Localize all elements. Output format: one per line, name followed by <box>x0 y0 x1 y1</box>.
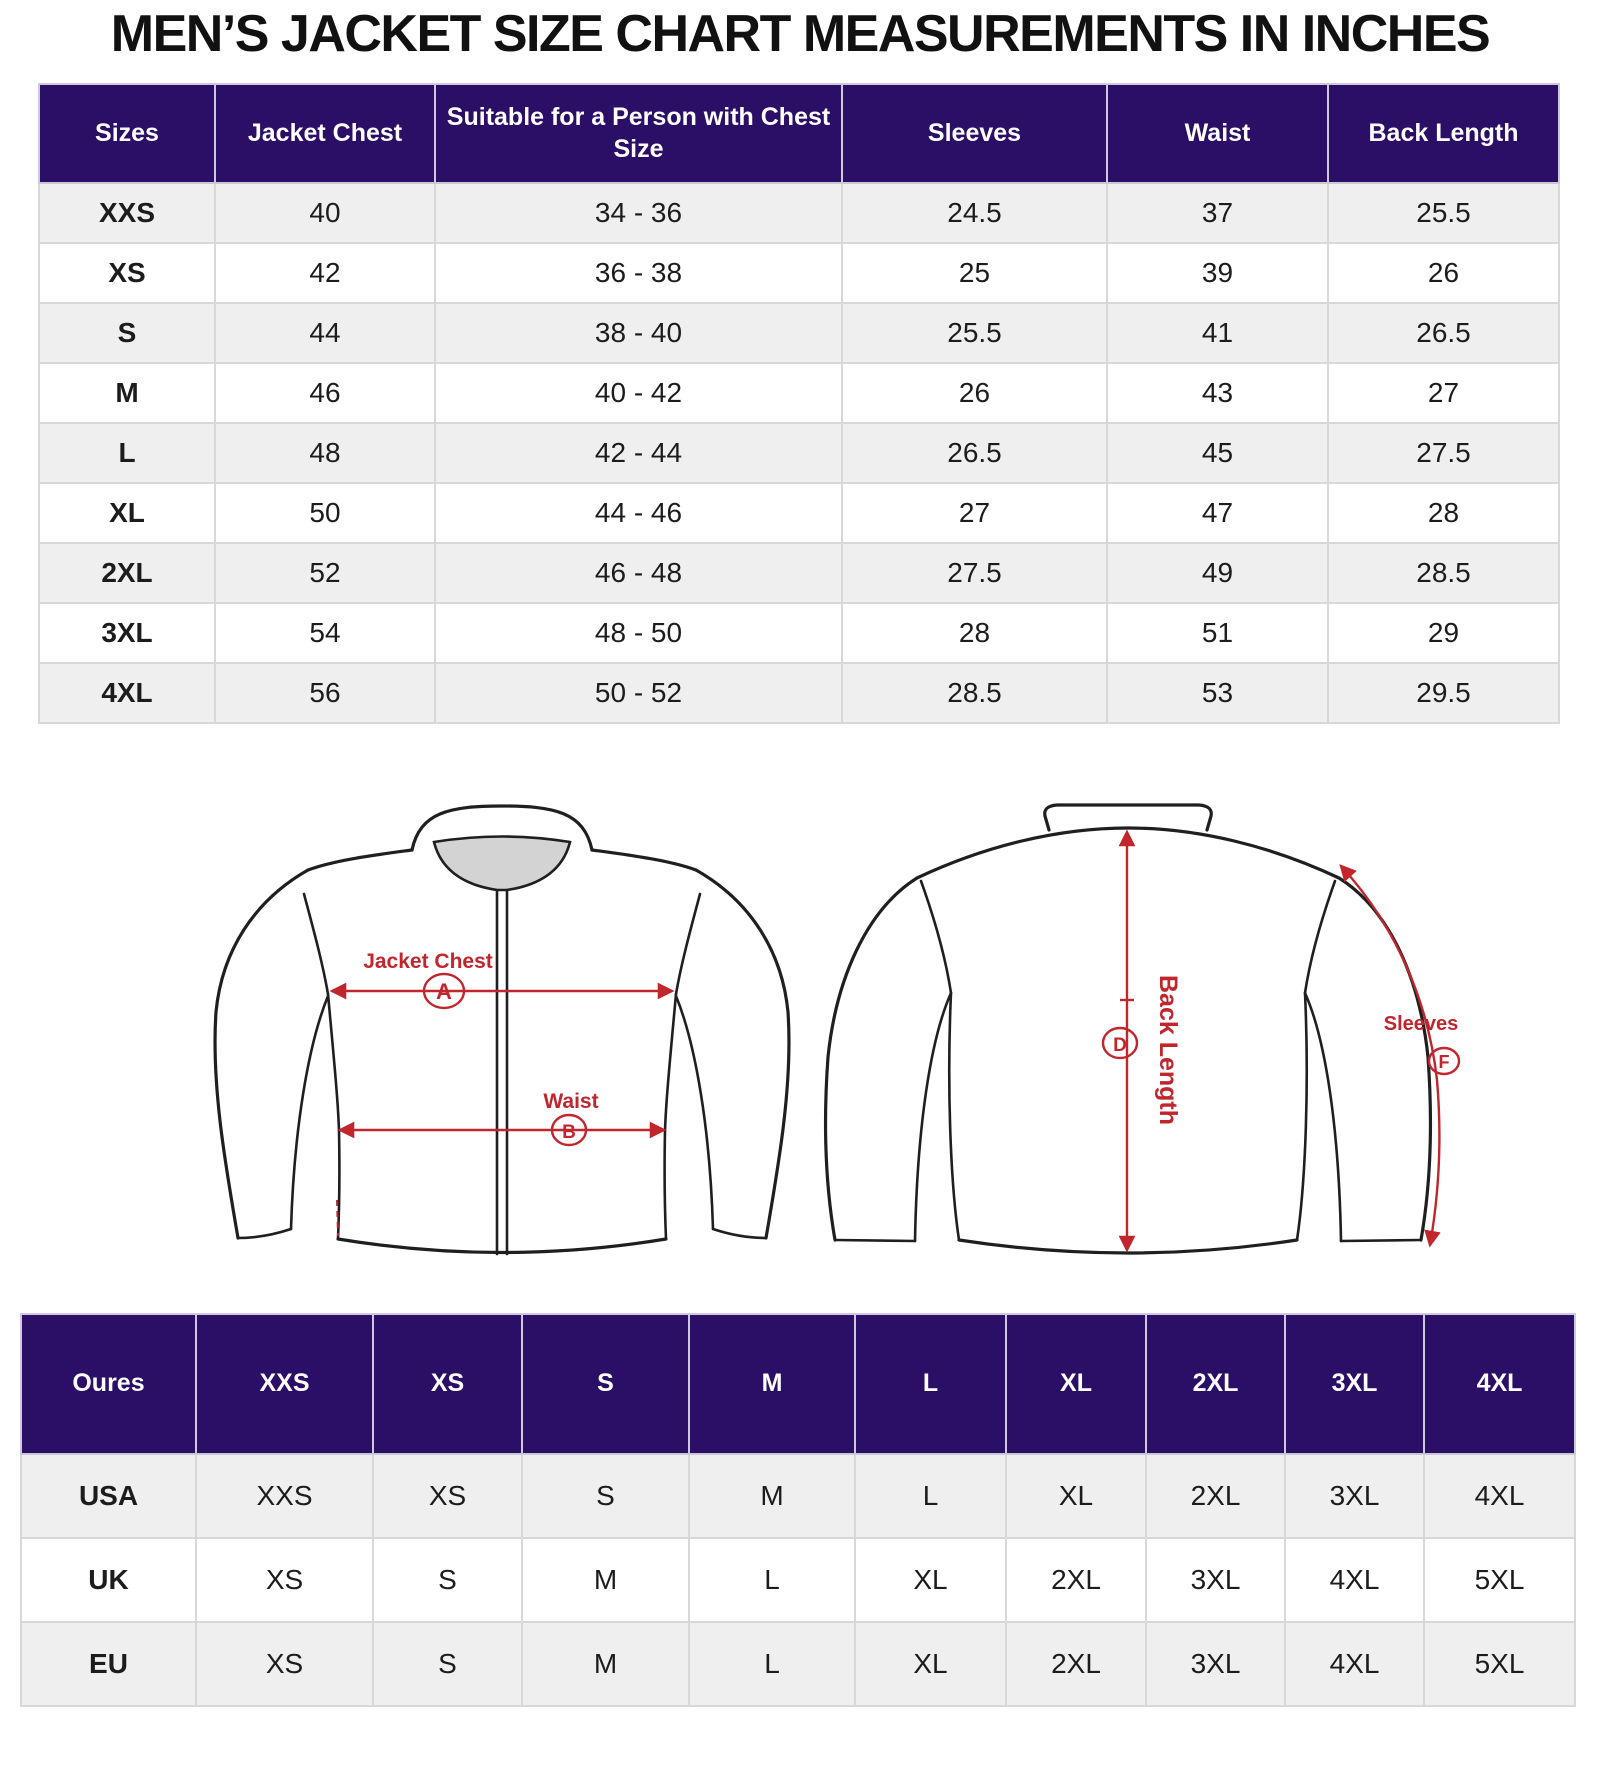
cell: 46 <box>216 364 436 424</box>
front-sleeve-inner-seams <box>291 996 713 1229</box>
table-row <box>38 364 1560 424</box>
cell: 36 - 38 <box>436 244 843 304</box>
cell: 28 <box>843 604 1108 664</box>
back-right-sleeve <box>1339 878 1430 1240</box>
cell: 54 <box>216 604 436 664</box>
front-collar-inner <box>434 837 570 891</box>
header-cell-xl: XL <box>1007 1313 1147 1455</box>
back-cuffs <box>835 1240 1421 1241</box>
cell: M <box>523 1623 690 1707</box>
cell: 26.5 <box>843 424 1108 484</box>
cell: S <box>374 1539 523 1623</box>
cell: 29.5 <box>1329 664 1560 724</box>
table-row <box>38 244 1560 304</box>
chest-measure-label: Jacket Chest <box>363 950 493 973</box>
cell: 2XL <box>1147 1455 1286 1539</box>
back-left-sleeve <box>826 878 917 1240</box>
cell: S <box>523 1455 690 1539</box>
header-cell-m: M <box>690 1313 856 1455</box>
cell: 43 <box>1108 364 1329 424</box>
cell: XL <box>1007 1455 1147 1539</box>
header-cell-4xl: 4XL <box>1425 1313 1576 1455</box>
cell: 34 - 36 <box>436 184 843 244</box>
cell: 29 <box>1329 604 1560 664</box>
header-cell-3xl: 3XL <box>1286 1313 1425 1455</box>
table-row-eu <box>20 1623 1576 1707</box>
cell: 28.5 <box>843 664 1108 724</box>
cell: 28.5 <box>1329 544 1560 604</box>
cell: 45 <box>1108 424 1329 484</box>
cell: 48 - 50 <box>436 604 843 664</box>
waist-letter-circle <box>552 1115 586 1145</box>
cell: 42 - 44 <box>436 424 843 484</box>
cell: 42 <box>216 244 436 304</box>
region-label: USA <box>20 1455 197 1539</box>
header-cell-jacket-chest: Jacket Chest <box>216 83 436 184</box>
cell: L <box>856 1455 1007 1539</box>
back-armhole-seams <box>921 881 1335 993</box>
cell: 5XL <box>1425 1623 1576 1707</box>
cell: 27 <box>843 484 1108 544</box>
header-cell-sleeves: Sleeves <box>843 83 1108 184</box>
size-label: L <box>38 424 216 484</box>
cell: 48 <box>216 424 436 484</box>
front-hem <box>338 1239 666 1253</box>
cell: 27.5 <box>1329 424 1560 484</box>
header-cell-xxs: XXS <box>197 1313 374 1455</box>
cell: 2XL <box>1007 1623 1147 1707</box>
front-cuffs <box>238 1229 766 1238</box>
header-cell-xs: XS <box>374 1313 523 1455</box>
cell: 26 <box>1329 244 1560 304</box>
sleeve-curve-arrow <box>1341 866 1439 1245</box>
back-body-edges <box>949 993 1306 1240</box>
cell: 24.5 <box>843 184 1108 244</box>
cell: 25 <box>843 244 1108 304</box>
size-label: 4XL <box>38 664 216 724</box>
cell: 52 <box>216 544 436 604</box>
cell: 3XL <box>1147 1539 1286 1623</box>
table-row <box>38 544 1560 604</box>
cell: L <box>690 1623 856 1707</box>
size-measurements-table <box>38 83 1560 724</box>
header-cell-2xl: 2XL <box>1147 1313 1286 1455</box>
conversion-table-header-row <box>20 1313 1576 1455</box>
header-cell-back-length: Back Length <box>1329 83 1560 184</box>
waist-measure-letter: B <box>562 1122 576 1143</box>
front-body-edges <box>328 994 676 1239</box>
table-row <box>38 604 1560 664</box>
front-armhole-seams <box>304 894 700 994</box>
cell: 50 - 52 <box>436 664 843 724</box>
header-cell-l: L <box>856 1313 1007 1455</box>
front-jacket-diagram <box>215 806 789 1254</box>
cell: 2XL <box>1007 1539 1147 1623</box>
back-collar <box>1045 805 1212 830</box>
header-cell-s: S <box>523 1313 690 1455</box>
cell: 4XL <box>1286 1539 1425 1623</box>
header-cell-sizes: Sizes <box>38 83 216 184</box>
size-label: XXS <box>38 184 216 244</box>
table-row <box>38 184 1560 244</box>
cell: 26.5 <box>1329 304 1560 364</box>
back-length-label: Back Length <box>1154 974 1182 1126</box>
cell: 53 <box>1108 664 1329 724</box>
cell: M <box>690 1455 856 1539</box>
front-right-sleeve <box>696 870 789 1238</box>
table-row <box>38 484 1560 544</box>
front-left-sleeve <box>215 870 308 1238</box>
header-cell-oures: Oures <box>20 1313 197 1455</box>
front-zipper <box>497 890 507 1254</box>
back-length-letter-circle <box>1103 1028 1137 1058</box>
cell: 27.5 <box>843 544 1108 604</box>
header-cell-waist: Waist <box>1108 83 1329 184</box>
cell: M <box>523 1539 690 1623</box>
chest-letter-circle <box>424 974 464 1008</box>
table-row <box>38 664 1560 724</box>
cell: 49 <box>1108 544 1329 604</box>
size-table-header-row <box>38 83 1560 184</box>
cell: 28 <box>1329 484 1560 544</box>
size-label: M <box>38 364 216 424</box>
front-collar-outline <box>412 806 592 850</box>
size-label: 3XL <box>38 604 216 664</box>
cell: 4XL <box>1425 1455 1576 1539</box>
cell: XS <box>197 1539 374 1623</box>
cell: 41 <box>1108 304 1329 364</box>
sleeves-measure-letter: F <box>1438 1052 1450 1072</box>
region-label: EU <box>20 1623 197 1707</box>
cell: XL <box>856 1539 1007 1623</box>
cell: 56 <box>216 664 436 724</box>
sleeves-letter-circle <box>1429 1048 1459 1074</box>
table-row-uk <box>20 1539 1576 1623</box>
cell: S <box>374 1623 523 1707</box>
cell: XL <box>856 1623 1007 1707</box>
cell: 40 <box>216 184 436 244</box>
cell: 25.5 <box>843 304 1108 364</box>
table-row-usa <box>20 1455 1576 1539</box>
cell: 39 <box>1108 244 1329 304</box>
cell: 5XL <box>1425 1539 1576 1623</box>
cell: 3XL <box>1147 1623 1286 1707</box>
table-row <box>38 424 1560 484</box>
front-shoulders <box>308 850 696 870</box>
cell: 44 <box>216 304 436 364</box>
cell: 50 <box>216 484 436 544</box>
cell: 47 <box>1108 484 1329 544</box>
chest-measure-letter: A <box>436 979 452 1004</box>
size-label: XS <box>38 244 216 304</box>
size-label: S <box>38 304 216 364</box>
waist-measure-label: Waist <box>543 1090 599 1113</box>
cell: 46 - 48 <box>436 544 843 604</box>
front-hem-stitch-marks <box>337 1200 338 1236</box>
cell: L <box>690 1539 856 1623</box>
header-cell-chest-size: Suitable for a Person with Chest Size <box>436 83 843 184</box>
cell: 3XL <box>1286 1455 1425 1539</box>
cell: 4XL <box>1286 1623 1425 1707</box>
back-jacket-diagram <box>826 805 1459 1253</box>
cell: 44 - 46 <box>436 484 843 544</box>
cell: 51 <box>1108 604 1329 664</box>
sleeves-measure-label: Sleeves <box>1383 1013 1459 1035</box>
table-row <box>38 304 1560 364</box>
cell: XXS <box>197 1455 374 1539</box>
size-label: 2XL <box>38 544 216 604</box>
cell: 27 <box>1329 364 1560 424</box>
back-top-edge <box>917 828 1339 878</box>
cell: 38 - 40 <box>436 304 843 364</box>
cell: 37 <box>1108 184 1329 244</box>
back-length-letter: D <box>1113 1035 1127 1056</box>
cell: XS <box>197 1623 374 1707</box>
back-hem <box>959 1240 1297 1253</box>
back-sleeve-inner-seams <box>915 993 1341 1241</box>
cell: 40 - 42 <box>436 364 843 424</box>
region-label: UK <box>20 1539 197 1623</box>
cell: 25.5 <box>1329 184 1560 244</box>
size-conversion-table <box>20 1313 1576 1707</box>
size-label: XL <box>38 484 216 544</box>
cell: 26 <box>843 364 1108 424</box>
page-title: MEN’S JACKET SIZE CHART MEASUREMENTS IN INCHES <box>110 5 1490 63</box>
cell: XS <box>374 1455 523 1539</box>
